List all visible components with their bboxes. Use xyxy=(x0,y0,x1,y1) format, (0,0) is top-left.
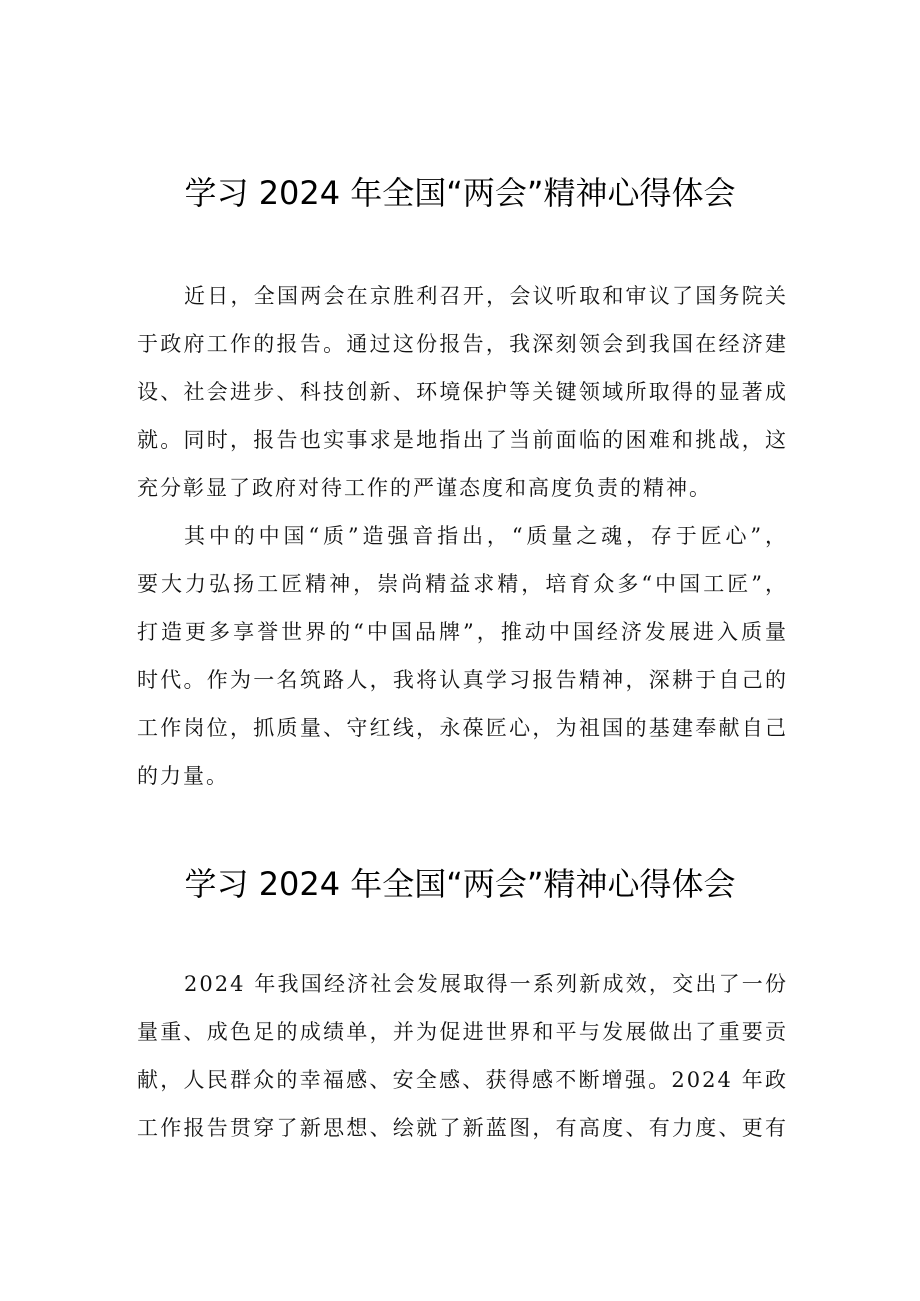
text-line: 充分彰显了政府对待工作的严谨态度和高度负责的精神。 xyxy=(137,476,712,500)
text-line: 设、社会进步、科技创新、环境保护等关键领域所取得的显著成 xyxy=(137,380,788,404)
section-body xyxy=(137,960,788,1152)
text-line: 时代。作为一名筑路人，我将认真学习报告精神，深耕于自己的 xyxy=(137,668,788,692)
text-line: 近日，全国两会在京胜利召开，会议听取和审议了国务院关 xyxy=(184,284,788,308)
section-title: 学习 2024 年全国“两会”精神心得体会 xyxy=(184,865,736,903)
text-line: 就。同时，报告也实事求是地指出了当前面临的困难和挑战，这 xyxy=(137,428,788,452)
section-title: 学习 2024 年全国“两会”精神心得体会 xyxy=(184,174,736,212)
text-line: 要大力弘扬工匠精神，崇尚精益求精，培育众多“中国工匠”， xyxy=(137,572,788,596)
paragraph xyxy=(137,272,788,512)
paragraph xyxy=(137,512,788,800)
text-line: 其中的中国“质”造强音指出，“质量之魂，存于匠心”， xyxy=(184,524,788,548)
text-line: 打造更多享誉世界的“中国品牌”，推动中国经济发展进入质量 xyxy=(137,620,788,644)
text-line: 量重、成色足的成绩单，并为促进世界和平与发展做出了重要贡 xyxy=(137,1020,788,1044)
text-line: 的力量。 xyxy=(137,764,229,788)
text-line: 工作岗位，抓质量、守红线，永葆匠心，为祖国的基建奉献自己 xyxy=(137,716,788,740)
text-line: 于政府工作的报告。通过这份报告，我深刻领会到我国在经济建 xyxy=(137,332,788,356)
section-body xyxy=(137,272,788,800)
paragraph xyxy=(137,960,788,1152)
text-line: 献，人民群众的幸福感、安全感、获得感不断增强。2024 年政 xyxy=(137,1068,788,1092)
text-line: 2024 年我国经济社会发展取得一系列新成效，交出了一份 xyxy=(184,972,788,996)
text-line: 工作报告贯穿了新思想、绘就了新蓝图，有高度、有力度、更有 xyxy=(137,1116,788,1140)
